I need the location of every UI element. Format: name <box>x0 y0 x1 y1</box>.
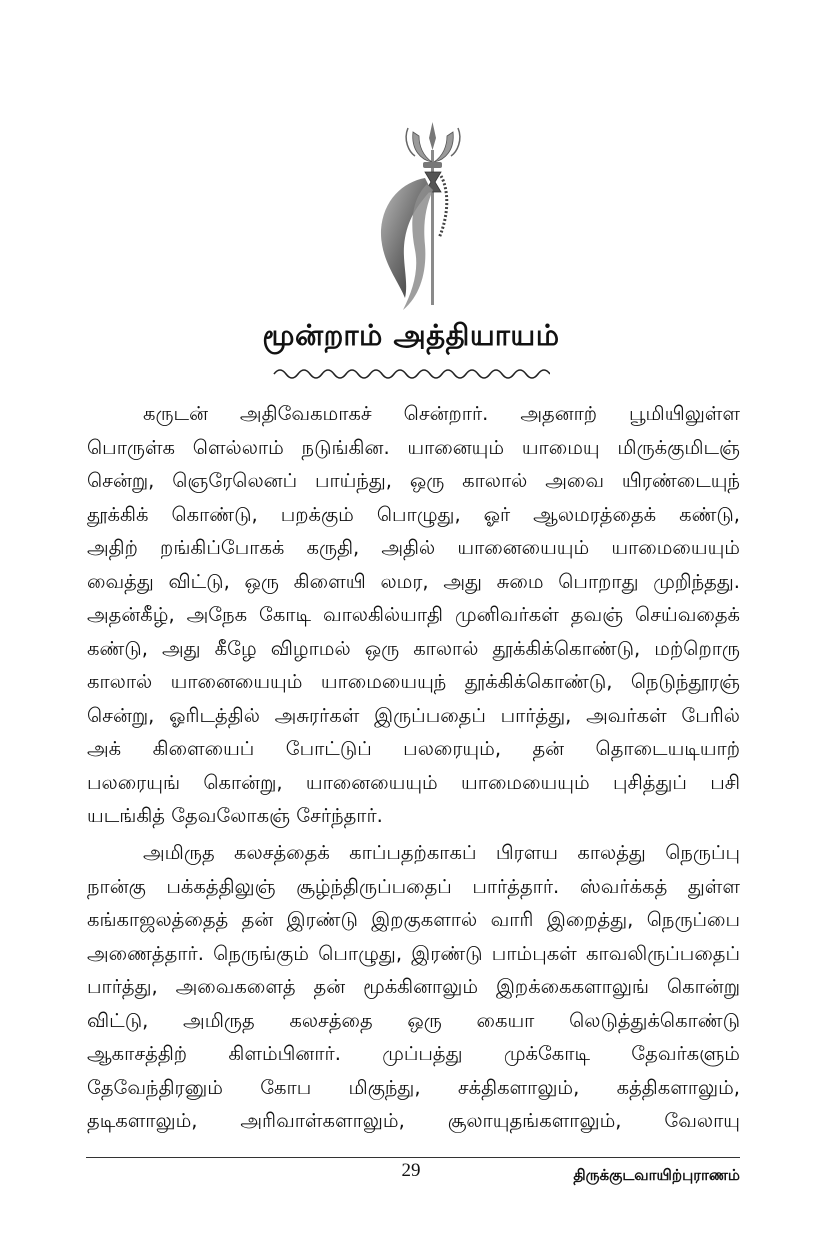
footer-rule <box>86 1157 740 1158</box>
text-line: காலால் யானையையும் யாமையையுந் தூக்கிக்கொண்டு, நெடுந்தூரஞ் <box>87 670 740 693</box>
text-line: யடங்கித் தேவலோகஞ் சேர்ந்தார். <box>87 804 383 827</box>
text-line: அணைத்தார். நெருங்கும் பொழுது, இரண்டு பாம்புகள் காவலிருப்பதைப் <box>87 941 740 965</box>
text-line: சென்று, ஞெரேலெனப் பாய்ந்து, ஒரு காலால் அவை யிரண்டையுந் <box>87 469 740 492</box>
text-line: வைத்து விட்டு, ஒரு கிளையி லமர, அது சுமை பொறாது முறிந்தது. <box>87 569 740 593</box>
text-line: ஆகாசத்திற் கிளம்பினார். முப்பத்து முக்கோடி தேவர்களும் <box>87 1042 740 1065</box>
text-line: கங்காஜலத்தைத் தன் இரண்டு இறகுகளால் வாரி இறைத்து, நெருப்பை <box>87 908 740 931</box>
text-line: கண்டு, அது கீழே விழாமல் ஒரு காலால் தூக்கிக்கொண்டு, மற்றொரு <box>87 636 740 660</box>
text-line: அதிற் றங்கிப்போகக் கருதி, அதில் யானையையும் யாமையையும் <box>87 536 740 559</box>
text-line: அக் கிளையைப் போட்டுப் பலரையும், தன் தொடையடியாற் <box>87 737 740 760</box>
text-line: தேவேந்திரனும் கோப மிகுந்து, சக்திகளாலும், கத்திகளாலும், <box>87 1075 740 1099</box>
text-line: பார்த்து, அவைகளைத் தன் மூக்கினாலும் இறக்கைகளாலுங் கொன்று <box>87 975 740 998</box>
text-line: பலரையுங் கொன்று, யானையையும் யாமையையும் புசித்துப் பசி <box>87 770 740 794</box>
paragraph-1 <box>87 397 740 833</box>
trident-icon <box>353 120 463 320</box>
chapter-title: மூன்றாம் அத்தியாயம் <box>262 318 560 352</box>
page-number: 29 <box>401 1160 421 1181</box>
text-line: தடிகளாலும், அரிவாள்களாலும், சூலாயுதங்களாலும், வேலாயு <box>87 1109 740 1132</box>
text-line: தூக்கிக் கொண்டு, பறக்கும் பொழுது, ஓர் ஆலமரத்தைக் கண்டு, <box>87 502 740 526</box>
paragraph-2 <box>87 836 740 1138</box>
text-line: சென்று, ஓரிடத்தில் அசுரர்கள் இருப்பதைப் பார்த்து, அவர்கள் பேரில் <box>87 703 740 727</box>
running-title: திருக்குடவாயிற்புராணம் <box>573 1166 740 1184</box>
text-line: கருடன் அதிவேகமாகச் சென்றார். அதனாற் பூமியிலுள்ள <box>143 402 740 425</box>
text-line: அதன்கீழ், அநேக கோடி வாலகில்யாதி முனிவர்கள் தவஞ் செய்வதைக் <box>87 603 740 626</box>
text-line: விட்டு, அமிருத கலசத்தை ஒரு கையா லெடுத்துக்கொண்டு <box>87 1008 740 1032</box>
text-line: நான்கு பக்கத்திலுஞ் சூழ்ந்திருப்பதைப் பார்த்தார். ஸ்வர்க்கத் துள்ள <box>87 874 740 898</box>
text-line: அமிருத கலசத்தைக் காப்பதற்காகப் பிரளய காலத்து நெருப்பு <box>143 841 740 864</box>
decorative-wavy-divider <box>272 365 550 383</box>
text-line: பொருள்க ளெல்லாம் நடுங்கின. யானையும் யாமையு மிருக்குமிடஞ் <box>87 435 740 459</box>
